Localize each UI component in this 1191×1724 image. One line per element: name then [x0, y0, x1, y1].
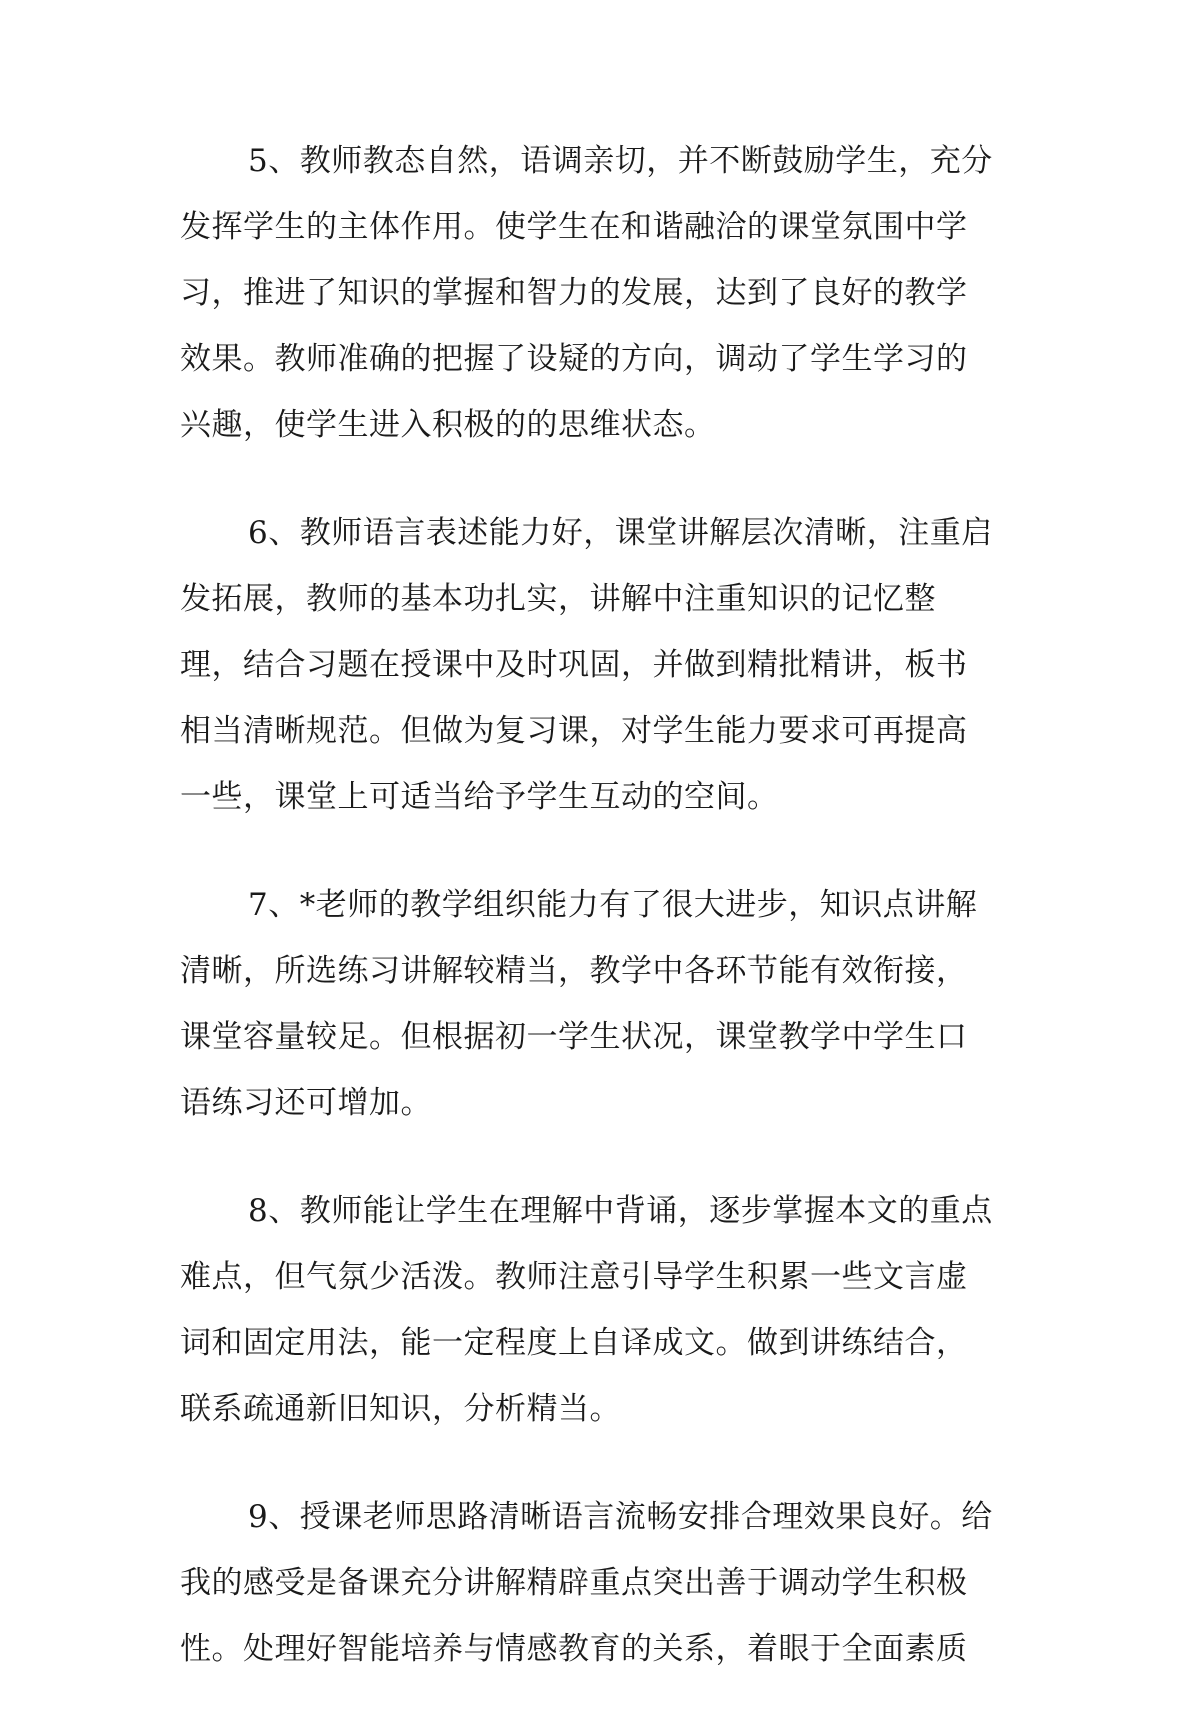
document-body — [180, 128, 1010, 1724]
paragraph-line: 7、*老师的教学组织能力有了很大进步，知识点讲解 — [248, 887, 978, 923]
paragraph-6 — [180, 500, 1010, 830]
paragraph-line: 性。处理好智能培养与情感教育的关系，着眼于全面素质 — [180, 1631, 968, 1667]
paragraph-9 — [180, 1484, 1010, 1682]
paragraph-line: 发挥学生的主体作用。使学生在和谐融洽的课堂氛围中学 — [180, 209, 968, 245]
paragraph-line: 效果。教师准确的把握了设疑的方向，调动了学生学习的 — [180, 341, 968, 377]
paragraph-line: 词和固定用法，能一定程度上自译成文。做到讲练结合， — [180, 1325, 968, 1361]
paragraph-5 — [180, 128, 1010, 458]
paragraph-line: 发拓展，教师的基本功扎实，讲解中注重知识的记忆整 — [180, 581, 936, 617]
paragraph-7 — [180, 872, 1010, 1136]
paragraph-line: 联系疏通新旧知识，分析精当。 — [180, 1391, 621, 1427]
paragraph-line: 5、教师教态自然，语调亲切，并不断鼓励学生，充分 — [248, 143, 993, 179]
paragraph-line: 6、教师语言表述能力好，课堂讲解层次清晰，注重启 — [248, 515, 993, 551]
paragraph-line: 兴趣，使学生进入积极的的思维状态。 — [180, 407, 716, 443]
paragraph-line: 习，推进了知识的掌握和智力的发展，达到了良好的教学 — [180, 275, 968, 311]
paragraph-8 — [180, 1178, 1010, 1442]
paragraph-line: 9、授课老师思路清晰语言流畅安排合理效果良好。给 — [248, 1499, 993, 1535]
paragraph-line: 我的感受是备课充分讲解精辟重点突出善于调动学生积极 — [180, 1565, 968, 1601]
paragraph-line: 课堂容量较足。但根据初一学生状况，课堂教学中学生口 — [180, 1019, 968, 1055]
paragraph-line: 相当清晰规范。但做为复习课，对学生能力要求可再提高 — [180, 713, 968, 749]
paragraph-line: 8、教师能让学生在理解中背诵，逐步掌握本文的重点 — [248, 1193, 993, 1229]
paragraph-line: 清晰，所选练习讲解较精当，教学中各环节能有效衔接， — [180, 953, 968, 989]
paragraph-line: 语练习还可增加。 — [180, 1085, 432, 1121]
paragraph-line: 难点，但气氛少活泼。教师注意引导学生积累一些文言虚 — [180, 1259, 968, 1295]
paragraph-line: 理，结合习题在授课中及时巩固，并做到精批精讲，板书 — [180, 647, 968, 683]
paragraph-line: 一些，课堂上可适当给予学生互动的空间。 — [180, 779, 779, 815]
